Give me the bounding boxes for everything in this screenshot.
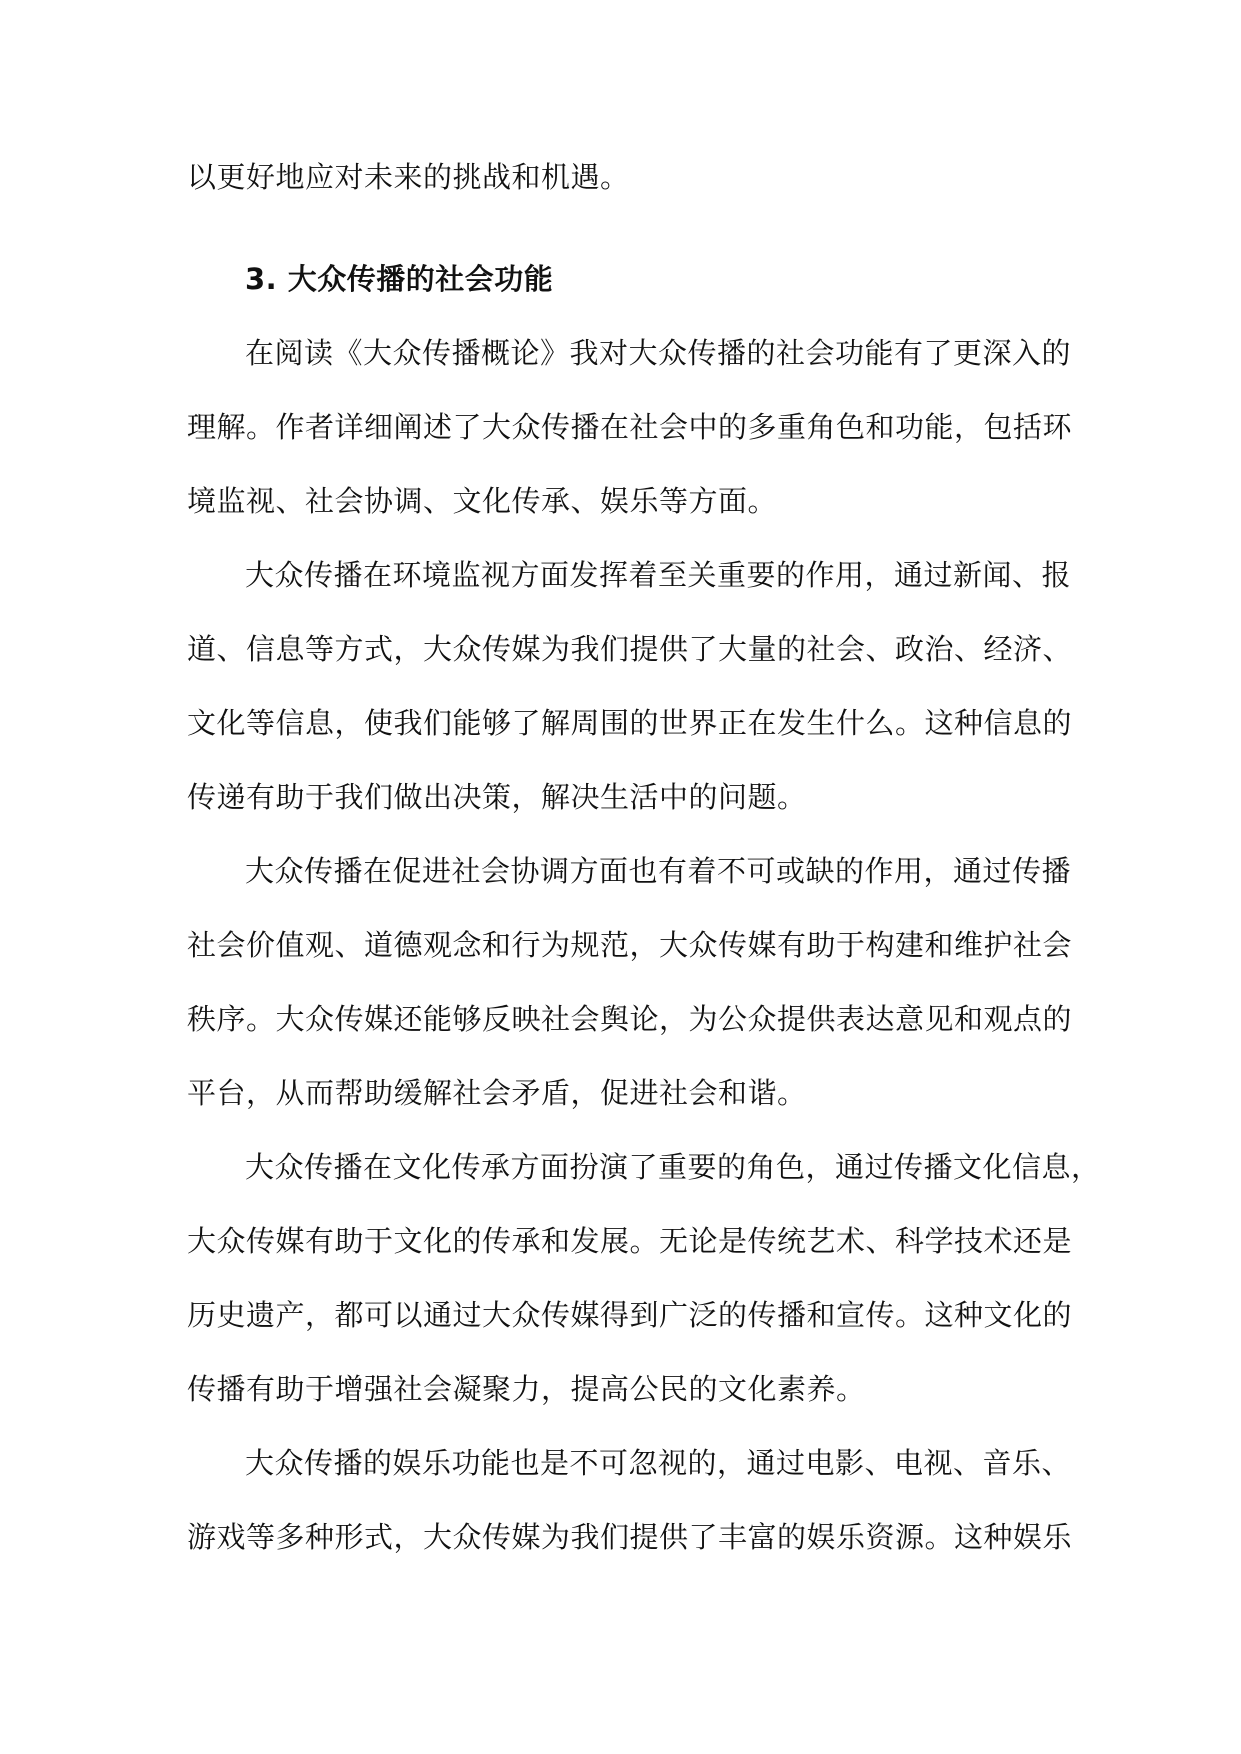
paragraph-line: 理解。作者详细阐述了大众传播在社会中的多重角色和功能，包括环 [187,410,1073,444]
paragraph-line: 平台，从而帮助缓解社会矛盾，促进社会和谐。 [187,1076,807,1110]
paragraph-line: 大众传播在环境监视方面发挥着至关重要的作用，通过新闻、报 [245,558,1072,592]
paragraph-2 [187,538,1073,834]
paragraph-4 [187,1130,1101,1426]
paragraph-line: 历史遗产，都可以通过大众传媒得到广泛的传播和宣传。这种文化的 [187,1298,1073,1332]
paragraph-line: 传播有助于增强社会凝聚力，提高公民的文化素养。 [187,1372,866,1406]
paragraph-line: 游戏等多种形式，大众传媒为我们提供了丰富的娱乐资源。这种娱乐 [187,1520,1073,1554]
paragraph-line: 秩序。大众传媒还能够反映社会舆论，为公众提供表达意见和观点的 [187,1002,1073,1036]
paragraph-line: 大众传播的娱乐功能也是不可忽视的，通过电影、电视、音乐、 [245,1446,1072,1480]
document-body [187,140,1101,1574]
paragraph-line: 大众传播在文化传承方面扮演了重要的角色，通过传播文化信息， [245,1150,1101,1184]
paragraph-line: 文化等信息，使我们能够了解周围的世界正在发生什么。这种信息的 [187,706,1073,740]
paragraph-3 [187,834,1073,1130]
paragraph-line: 境监视、社会协调、文化传承、娱乐等方面。 [187,484,778,518]
paragraph-line: 大众传媒有助于文化的传承和发展。无论是传统艺术、科学技术还是 [187,1224,1073,1258]
paragraph-line: 传递有助于我们做出决策，解决生活中的问题。 [187,780,807,814]
paragraph-5 [187,1426,1073,1574]
paragraph-line: 社会价值观、道德观念和行为规范，大众传媒有助于构建和维护社会 [187,928,1073,962]
section-heading: 3. 大众传播的社会功能 [245,262,554,296]
continuation-line: 以更好地应对未来的挑战和机遇。 [187,160,630,194]
section-gap [187,214,1057,242]
paragraph-line: 在阅读《大众传播概论》我对大众传播的社会功能有了更深入的 [245,336,1072,370]
paragraph-1 [187,316,1073,538]
paragraph-line: 大众传播在促进社会协调方面也有着不可或缺的作用，通过传播 [245,854,1072,888]
paragraph-line: 道、信息等方式，大众传媒为我们提供了大量的社会、政治、经济、 [187,632,1073,666]
